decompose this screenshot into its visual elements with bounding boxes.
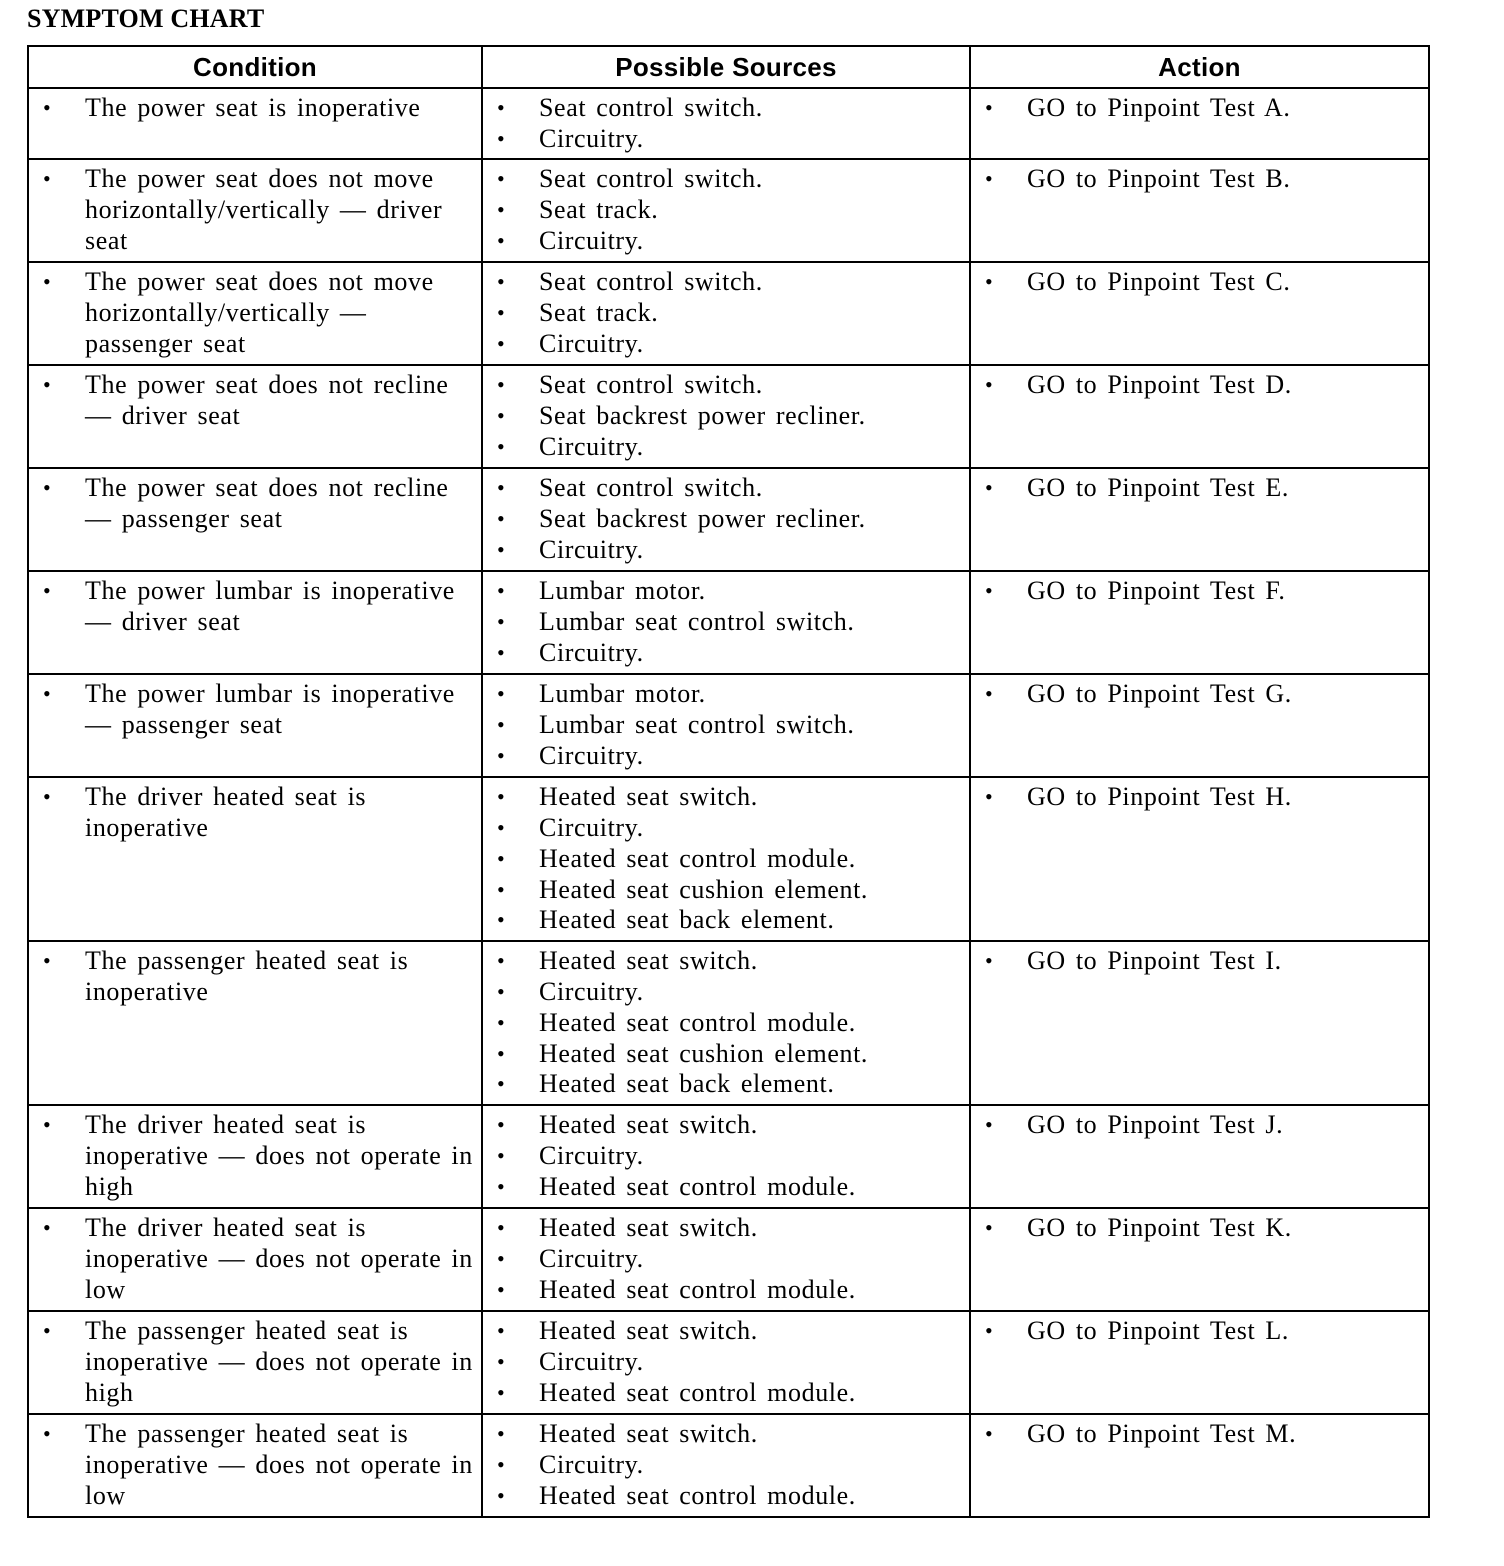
action-text: • GO to Pinpoint Test J.: [971, 1110, 1422, 1141]
header-possible-sources: Possible Sources: [482, 46, 970, 88]
condition-cell: [28, 365, 482, 468]
sources-cell: [482, 1105, 970, 1208]
source-item: • Heated seat cushion element.: [483, 875, 963, 906]
condition-list: [29, 1110, 475, 1202]
source-item: • Seat backrest power recliner.: [483, 401, 963, 432]
source-item: • Heated seat switch.: [483, 1213, 963, 1244]
source-item: • Lumbar seat control switch.: [483, 607, 963, 638]
action-text: • GO to Pinpoint Test L.: [971, 1316, 1422, 1347]
source-item: • Heated seat control module.: [483, 1275, 963, 1306]
table-row: [28, 159, 1429, 262]
table-row: [28, 262, 1429, 365]
action-list: [971, 473, 1422, 504]
table-header-row: [28, 46, 1429, 88]
condition-text: • The driver heated seat is inoperative — does not operate in high: [29, 1110, 475, 1202]
sources-cell: [482, 674, 970, 777]
sources-list: [483, 473, 963, 565]
source-item: • Lumbar motor.: [483, 679, 963, 710]
action-list: [971, 1213, 1422, 1244]
sources-list: [483, 1316, 963, 1408]
source-item: • Seat control switch.: [483, 164, 963, 195]
sources-list: [483, 1213, 963, 1305]
condition-cell: [28, 674, 482, 777]
condition-cell: [28, 777, 482, 941]
sources-list: [483, 782, 963, 936]
action-cell: [970, 674, 1429, 777]
action-cell: [970, 777, 1429, 941]
condition-text: • The power seat does not recline — driver seat: [29, 370, 475, 431]
sources-cell: [482, 571, 970, 674]
action-cell: [970, 941, 1429, 1105]
source-item: • Seat control switch.: [483, 473, 963, 504]
action-cell: [970, 1208, 1429, 1311]
action-list: [971, 1110, 1422, 1141]
action-list: [971, 164, 1422, 195]
condition-text: • The power lumbar is inoperative — driver seat: [29, 576, 475, 637]
condition-text: • The passenger heated seat is inoperative — does not operate in low: [29, 1419, 475, 1511]
condition-cell: [28, 1414, 482, 1517]
condition-cell: [28, 88, 482, 159]
source-item: • Heated seat control module.: [483, 1008, 963, 1039]
source-item: • Lumbar seat control switch.: [483, 710, 963, 741]
action-list: [971, 576, 1422, 607]
action-list: [971, 679, 1422, 710]
condition-cell: [28, 159, 482, 262]
source-item: • Circuitry.: [483, 124, 963, 155]
source-item: • Circuitry.: [483, 432, 963, 463]
condition-list: [29, 93, 475, 124]
sources-cell: [482, 1414, 970, 1517]
source-item: • Heated seat back element.: [483, 1069, 963, 1100]
sources-list: [483, 1110, 963, 1202]
condition-cell: [28, 1311, 482, 1414]
source-item: • Heated seat switch.: [483, 1419, 963, 1450]
sources-list: [483, 370, 963, 462]
action-cell: [970, 262, 1429, 365]
action-text: • GO to Pinpoint Test F.: [971, 576, 1422, 607]
source-item: • Circuitry.: [483, 1141, 963, 1172]
source-item: • Seat track.: [483, 298, 963, 329]
condition-cell: [28, 941, 482, 1105]
condition-text: • The power seat does not recline — passenger seat: [29, 473, 475, 534]
sources-list: [483, 1419, 963, 1511]
action-list: [971, 370, 1422, 401]
sources-list: [483, 93, 963, 154]
action-cell: [970, 88, 1429, 159]
table-row: [28, 365, 1429, 468]
condition-list: [29, 1316, 475, 1408]
condition-text: • The power seat does not move horizontally/vertically — passenger seat: [29, 267, 475, 359]
sources-list: [483, 946, 963, 1100]
source-item: • Heated seat switch.: [483, 946, 963, 977]
action-list: [971, 946, 1422, 977]
condition-list: [29, 679, 475, 740]
condition-list: [29, 946, 475, 1007]
action-cell: [970, 1414, 1429, 1517]
source-item: • Seat control switch.: [483, 93, 963, 124]
source-item: • Circuitry.: [483, 638, 963, 669]
table-row: [28, 1311, 1429, 1414]
sources-cell: [482, 1311, 970, 1414]
condition-list: [29, 267, 475, 359]
condition-cell: [28, 1105, 482, 1208]
sources-cell: [482, 88, 970, 159]
sources-list: [483, 576, 963, 668]
sources-list: [483, 164, 963, 256]
sources-list: [483, 679, 963, 771]
action-cell: [970, 1311, 1429, 1414]
condition-cell: [28, 468, 482, 571]
table-row: [28, 1208, 1429, 1311]
source-item: • Seat control switch.: [483, 267, 963, 298]
table-row: [28, 468, 1429, 571]
source-item: • Circuitry.: [483, 1244, 963, 1275]
table-row: [28, 777, 1429, 941]
source-item: • Seat control switch.: [483, 370, 963, 401]
action-text: • GO to Pinpoint Test G.: [971, 679, 1422, 710]
source-item: • Heated seat control module.: [483, 844, 963, 875]
action-list: [971, 1316, 1422, 1347]
condition-list: [29, 1213, 475, 1305]
action-text: • GO to Pinpoint Test B.: [971, 164, 1422, 195]
source-item: • Circuitry.: [483, 977, 963, 1008]
action-list: [971, 267, 1422, 298]
header-condition: Condition: [28, 46, 482, 88]
source-item: • Heated seat back element.: [483, 905, 963, 936]
source-item: • Circuitry.: [483, 1347, 963, 1378]
condition-cell: [28, 262, 482, 365]
source-item: • Circuitry.: [483, 813, 963, 844]
condition-text: • The power seat does not move horizontally/vertically — driver seat: [29, 164, 475, 256]
condition-list: [29, 370, 475, 431]
condition-text: • The power seat is inoperative: [29, 93, 475, 124]
condition-list: [29, 473, 475, 534]
table-row: [28, 1414, 1429, 1517]
source-item: • Heated seat switch.: [483, 782, 963, 813]
sources-cell: [482, 941, 970, 1105]
sources-list: [483, 267, 963, 359]
action-cell: [970, 159, 1429, 262]
condition-text: • The power lumbar is inoperative — passenger seat: [29, 679, 475, 740]
action-list: [971, 93, 1422, 124]
sources-cell: [482, 365, 970, 468]
action-text: • GO to Pinpoint Test M.: [971, 1419, 1422, 1450]
symptom-table: [27, 45, 1430, 1518]
action-text: • GO to Pinpoint Test E.: [971, 473, 1422, 504]
table-row: [28, 941, 1429, 1105]
sources-cell: [482, 468, 970, 571]
source-item: • Lumbar motor.: [483, 576, 963, 607]
sources-cell: [482, 159, 970, 262]
condition-list: [29, 1419, 475, 1511]
header-action: Action: [970, 46, 1429, 88]
source-item: • Heated seat control module.: [483, 1481, 963, 1512]
action-text: • GO to Pinpoint Test K.: [971, 1213, 1422, 1244]
action-text: • GO to Pinpoint Test I.: [971, 946, 1422, 977]
condition-text: • The driver heated seat is inoperative — does not operate in low: [29, 1213, 475, 1305]
sources-cell: [482, 1208, 970, 1311]
condition-cell: [28, 1208, 482, 1311]
source-item: • Heated seat control module.: [483, 1172, 963, 1203]
condition-list: [29, 782, 475, 843]
table-row: [28, 88, 1429, 159]
condition-text: • The passenger heated seat is inoperative: [29, 946, 475, 1007]
action-cell: [970, 571, 1429, 674]
condition-text: • The driver heated seat is inoperative: [29, 782, 475, 843]
condition-list: [29, 576, 475, 637]
action-cell: [970, 365, 1429, 468]
source-item: • Circuitry.: [483, 1450, 963, 1481]
condition-list: [29, 164, 475, 256]
condition-cell: [28, 571, 482, 674]
action-text: • GO to Pinpoint Test A.: [971, 93, 1422, 124]
table-row: [28, 674, 1429, 777]
action-text: • GO to Pinpoint Test C.: [971, 267, 1422, 298]
source-item: • Seat track.: [483, 195, 963, 226]
source-item: • Circuitry.: [483, 329, 963, 360]
sources-cell: [482, 777, 970, 941]
action-list: [971, 1419, 1422, 1450]
action-cell: [970, 1105, 1429, 1208]
action-text: • GO to Pinpoint Test H.: [971, 782, 1422, 813]
table-row: [28, 571, 1429, 674]
source-item: • Seat backrest power recliner.: [483, 504, 963, 535]
source-item: • Circuitry.: [483, 226, 963, 257]
source-item: • Heated seat switch.: [483, 1110, 963, 1141]
table-body: [28, 88, 1429, 1517]
condition-text: • The passenger heated seat is inoperative — does not operate in high: [29, 1316, 475, 1408]
source-item: • Circuitry.: [483, 535, 963, 566]
source-item: • Circuitry.: [483, 741, 963, 772]
action-list: [971, 782, 1422, 813]
source-item: • Heated seat switch.: [483, 1316, 963, 1347]
page-title: SYMPTOM CHART: [27, 4, 265, 33]
action-text: • GO to Pinpoint Test D.: [971, 370, 1422, 401]
sources-cell: [482, 262, 970, 365]
action-cell: [970, 468, 1429, 571]
source-item: • Heated seat control module.: [483, 1378, 963, 1409]
source-item: • Heated seat cushion element.: [483, 1039, 963, 1070]
table-row: [28, 1105, 1429, 1208]
